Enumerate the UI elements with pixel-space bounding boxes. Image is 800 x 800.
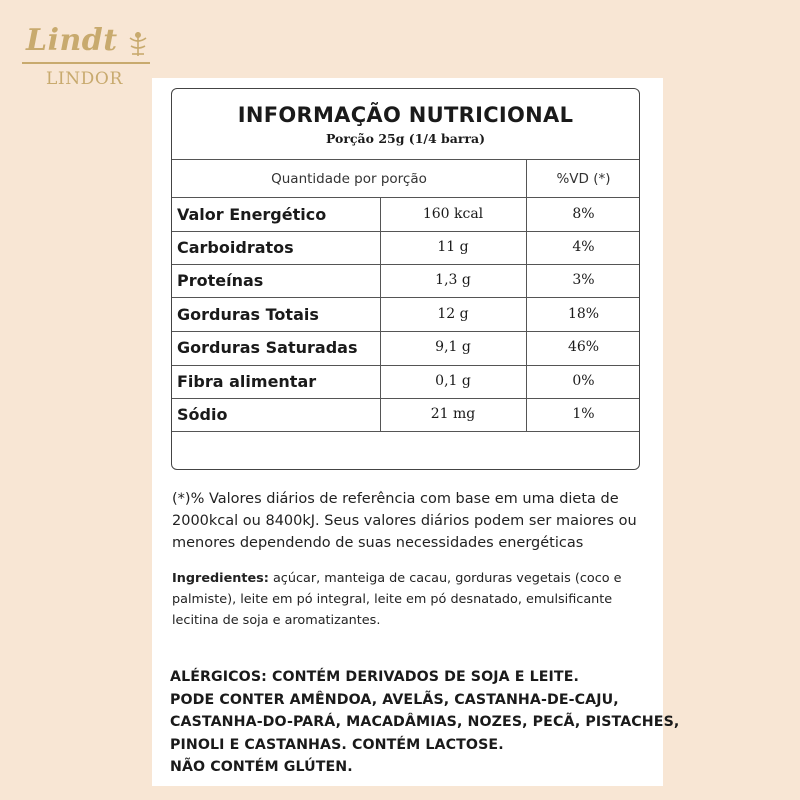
allergen-line: PINOLI E CASTANHAS. CONTÉM LACTOSE. xyxy=(170,736,504,753)
header-quantity: Quantidade por porção xyxy=(271,171,427,187)
nutrient-amount: 11 g xyxy=(437,239,469,255)
header-vd: %VD (*) xyxy=(556,171,611,187)
nutrient-vd: 0% xyxy=(572,373,595,389)
table-row xyxy=(172,298,641,331)
nutrient-name: Fibra alimentar xyxy=(177,372,317,391)
ingredients-block xyxy=(172,568,652,631)
nutrient-amount: 160 kcal xyxy=(422,206,484,222)
nutrient-vd: 18% xyxy=(567,306,600,322)
nutrient-vd: 8% xyxy=(572,206,595,222)
logo-divider xyxy=(22,62,150,64)
nutrient-vd: 46% xyxy=(567,339,600,355)
brand-sub-name: LINDOR xyxy=(46,69,123,89)
allergens-block xyxy=(170,666,680,779)
table-row xyxy=(172,264,641,297)
vd-footnote: (*)% Valores diários de referência com base em uma dieta de 2000kcal ou 8400kJ. Seus valores diários podem ser maiores ou menores dependendo de suas necessidades energéticas xyxy=(172,491,637,551)
table-row xyxy=(172,231,641,264)
allergen-line: PODE CONTER AMÊNDOA, AVELÃS, CASTANHA-DE-CAJU, xyxy=(170,691,619,708)
ingredients-text: açúcar, manteiga de cacau, gorduras vegetais (coco e palmiste), leite em pó integral, leite em pó desnatado, emulsificante lecitina de soja e aromatizantes. xyxy=(172,571,622,628)
nutrient-name: Proteínas xyxy=(177,271,264,290)
crest-icon xyxy=(126,30,150,58)
nutrient-name: Valor Energético xyxy=(177,205,327,224)
allergen-line: CASTANHA-DO-PARÁ, MACADÂMIAS, NOZES, PECÃ, PISTACHES, xyxy=(170,714,680,730)
allergen-line: NÃO CONTÉM GLÚTEN. xyxy=(170,759,353,775)
nutrient-amount: 12 g xyxy=(437,306,469,322)
nutrition-card xyxy=(152,78,680,786)
divider xyxy=(172,159,639,160)
nutrient-amount: 21 mg xyxy=(430,406,476,422)
nutrient-name: Sódio xyxy=(177,405,228,424)
nutrient-amount: 9,1 g xyxy=(435,339,471,355)
ingredients-label: Ingredientes: xyxy=(172,571,269,586)
nutrient-vd: 4% xyxy=(572,239,595,255)
table-row xyxy=(172,398,641,431)
table-row xyxy=(172,331,641,364)
nutrition-table xyxy=(171,88,640,470)
nutrient-name: Carboidratos xyxy=(177,238,294,257)
nutrient-vd: 1% xyxy=(572,406,595,422)
table-row xyxy=(172,365,641,398)
table-row xyxy=(172,198,641,231)
table-title: INFORMAÇÃO NUTRICIONAL xyxy=(237,103,574,127)
lindt-lindor-logo xyxy=(22,24,152,89)
nutrient-name: Gorduras Saturadas xyxy=(177,338,358,357)
portion-size: Porção 25g (1/4 barra) xyxy=(325,131,486,146)
nutrient-name: Gorduras Totais xyxy=(177,305,319,324)
nutrient-amount: 0,1 g xyxy=(435,373,471,389)
divider xyxy=(172,431,639,432)
allergen-line: ALÉRGICOS: CONTÉM DERIVADOS DE SOJA E LEITE. xyxy=(170,669,579,685)
brand-script-name: Lindt xyxy=(26,23,118,58)
nutrient-vd: 3% xyxy=(572,272,595,288)
nutrient-amount: 1,3 g xyxy=(435,272,471,288)
